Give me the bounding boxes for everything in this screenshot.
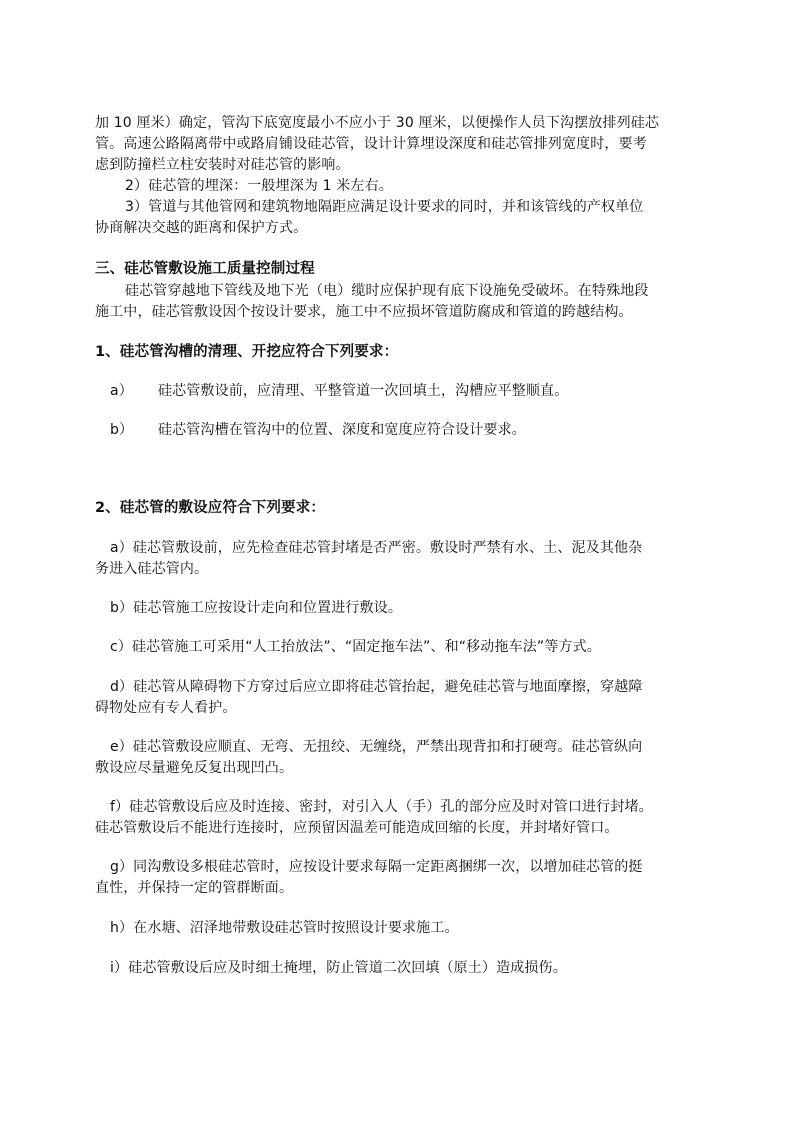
list-item: h）在水塘、沼泽地带敷设硅芯管时按照设计要求施工。 [110, 920, 459, 936]
list-item: c）硅芯管施工可采用“人工抬放法”、“固定拖车法”、和“移动拖车法”等方式。 [110, 639, 601, 655]
list-item: i）硅芯管敷设后应及时细土掩埋，防止管道二次回填（原土）造成损伤。 [110, 960, 567, 976]
list-item-cont: 敷设应尽量避免反复出现凹凸。 [95, 760, 294, 776]
list-item-cont: 硅芯管敷设后不能进行连接时，应预留因温差可能造成回缩的长度，并封堵好管口。 [95, 820, 619, 836]
list-item: e）硅芯管敷设应顺直、无弯、无扭绞、无缠绕，严禁出现背扣和打硬弯。硅芯管纵向 [110, 739, 643, 755]
burial-depth-item: 2）硅芯管的埋深：一般埋深为 1 米左右。 [125, 178, 393, 194]
list-item: g）同沟敷设多根硅芯管时，应按设计要求每隔一定距离捆绑一次，以增加硅芯管的挺 [110, 859, 643, 875]
list-item: f）硅芯管敷设后应及时连接、密封，对引入人（手）孔的部分应及时对管口进行封堵。 [110, 799, 653, 815]
list-item-label: b） [110, 422, 134, 438]
section-three-paragraph-cont: 施工中，硅芯管敷设因个按设计要求，施工中不应损坏管道防腐成和管道的跨越结构。 [95, 304, 633, 320]
list-item-cont: 直性，并保持一定的管群断面。 [95, 880, 294, 896]
list-item [110, 420, 526, 440]
section-three-paragraph: 硅芯管穿越地下管线及地下光（电）缆时应保护现有底下设施免受破坏。在特殊地段 [125, 283, 649, 299]
list-item: a）硅芯管敷设前，应先检查硅芯管封堵是否严密。敷设时严禁有水、土、泥及其他杂 [110, 540, 643, 556]
section-three-title: 三、硅芯管敷设施工质量控制过程 [95, 261, 315, 277]
separation-item-cont: 协商解决交越的距离和保护方式。 [95, 220, 308, 236]
intro-line: 管。高速公路隔离带中或路肩铺设硅芯管，设计计算埋设深度和硅芯管排列宽度时，要考 [95, 136, 647, 152]
sub-one-title: 1、硅芯管沟槽的清理、开挖应符合下列要求： [95, 344, 399, 360]
separation-item: 3）管道与其他管网和建筑物地隔距应满足设计要求的同时，并和该管线的产权单位 [125, 199, 644, 215]
list-item-cont: 务进入硅芯管内。 [95, 561, 209, 577]
list-item-cont: 碍物处应有专人看护。 [95, 700, 237, 716]
list-item-label: a） [110, 383, 133, 399]
list-item: b）硅芯管施工应按设计走向和位置进行敷设。 [110, 600, 403, 616]
list-item: d）硅芯管从障碍物下方穿过后应立即将硅芯管抬起，避免硅芯管与地面摩擦，穿越障 [110, 679, 643, 695]
sub-two-title: 2、硅芯管的敷设应符合下列要求： [95, 500, 325, 516]
list-item-text: 硅芯管敷设前，应清理、平整管道一次回填土，沟槽应平整顺直。 [158, 383, 569, 399]
intro-line: 加 10 厘米）确定，管沟下底宽度最小不应小于 30 厘米，以便操作人员下沟摆放排列硅芯 [95, 115, 660, 131]
list-item-text: 硅芯管沟槽在管沟中的位置、深度和宽度应符合设计要求。 [158, 422, 526, 438]
list-item [110, 381, 568, 401]
intro-line: 虑到防撞栏立柱安装时对硅芯管的影响。 [95, 157, 350, 173]
